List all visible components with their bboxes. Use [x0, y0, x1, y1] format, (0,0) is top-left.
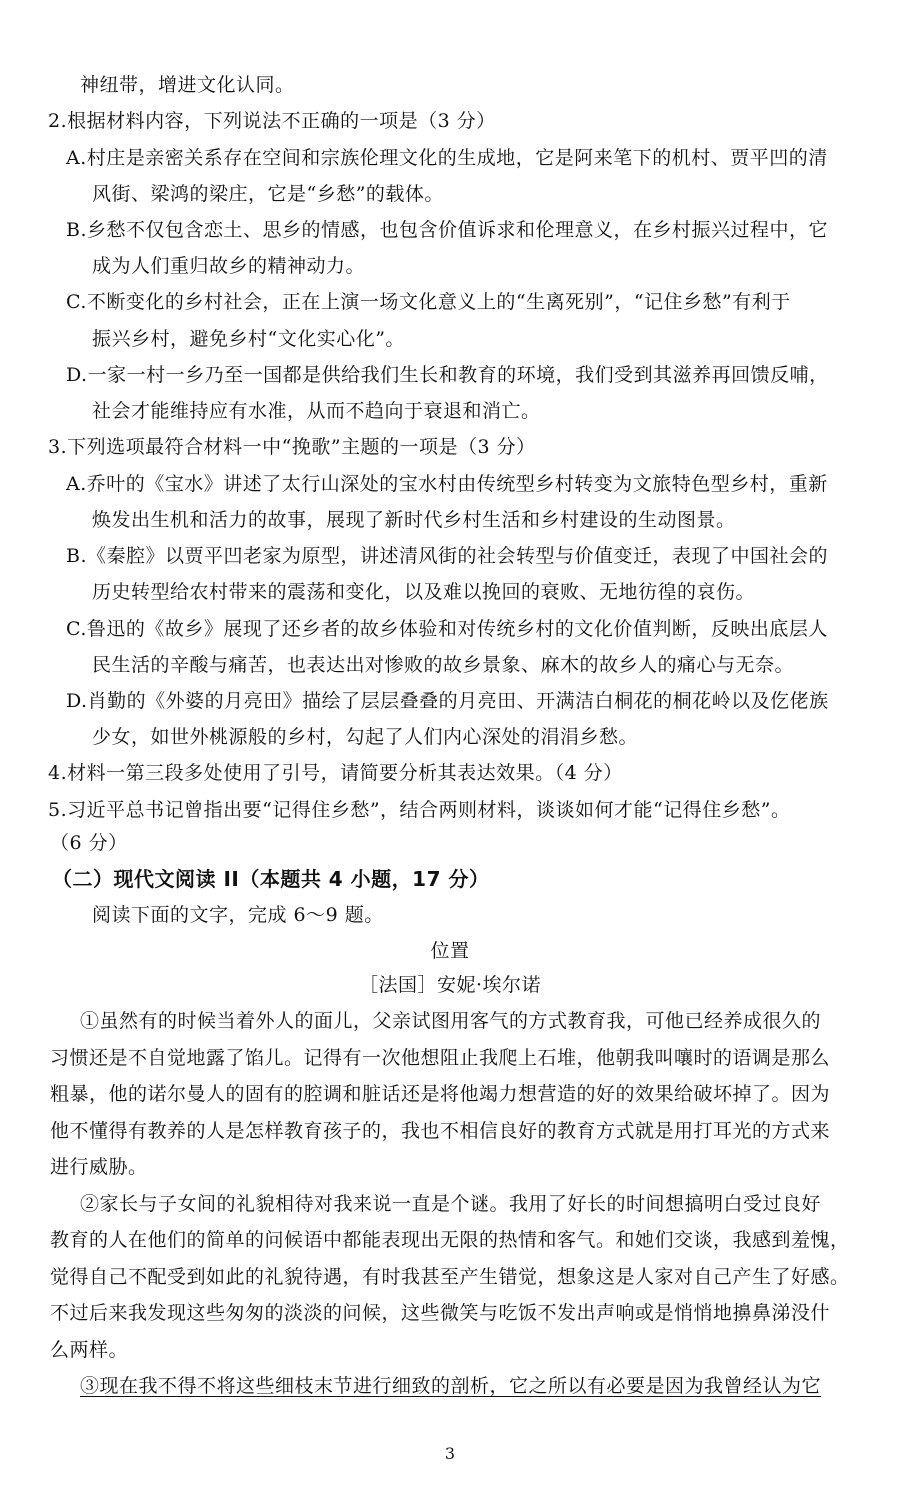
paragraph-2-line: 教育的人在他们的简单的问候语中都能表现出无限的热情和客气。和她们交谈，我感到羞愧，	[50, 1229, 850, 1251]
article-author: ［法国］安妮·埃尔诺	[358, 974, 542, 996]
paragraph-3-underlined-line: ③现在我不得不将这些细枝末节进行细致的剖析，它之所以有必要是因为我曾经认为它	[80, 1375, 822, 1397]
paragraph-1-line: 进行威胁。	[50, 1156, 148, 1178]
paragraph-2-line: 觉得自己不配受到如此的礼貌待遇，有时我甚至产生错觉，想象这是人家对自己产生了好感。	[50, 1266, 850, 1288]
q2-option-b: B.乡愁不仅包含恋土、思乡的情感，也包含价值诉求和伦理意义，在乡村振兴过程中，它	[66, 219, 829, 241]
q3-option-d: D.肖勤的《外婆的月亮田》描绘了层层叠叠的月亮田、开满洁白桐花的桐花岭以及仡佬族	[66, 690, 829, 712]
question-2-stem: 2.根据材料内容，下列说法不正确的一项是（3 分）	[48, 110, 496, 132]
text-line: 神纽带，增进文化认同。	[80, 74, 295, 96]
reading-instruction: 阅读下面的文字，完成 6～9 题。	[92, 904, 384, 926]
question-3-stem: 3.下列选项最符合材料一中“挽歌”主题的一项是（3 分）	[48, 436, 536, 458]
paragraph-2-line: ②家长与子女间的礼貌相待对我来说一直是个谜。我用了好长的时间想搞明白受过良好	[80, 1193, 822, 1215]
q3-option-b-cont: 历史转型给农村带来的震荡和变化，以及难以挽回的衰败、无地彷徨的哀伤。	[92, 581, 756, 603]
question-4: 4.材料一第三段多处使用了引号，请简要分析其表达效果。（4 分）	[48, 762, 623, 784]
q2-option-a-cont: 风街、梁鸿的梁庄，它是“乡愁”的载体。	[92, 183, 444, 205]
question-5-score: （6 分）	[50, 832, 128, 854]
paragraph-2-line: 么两样。	[50, 1339, 129, 1361]
page-number: 3	[444, 1444, 456, 1463]
q3-option-c-cont: 民生活的辛酸与痛苦，也表达出对惨败的故乡景象、麻木的故乡人的痛心与无奈。	[92, 654, 795, 676]
q3-option-a: A.乔叶的《宝水》讲述了太行山深处的宝水村由传统型乡村转变为文旅特色型乡村，重新	[66, 473, 828, 495]
q2-option-c-cont: 振兴乡村，避免乡村“文化实心化”。	[92, 328, 405, 350]
q3-option-d-cont: 少女，如世外桃源般的乡村，勾起了人们内心深处的涓涓乡愁。	[92, 726, 639, 748]
q3-option-c: C.鲁迅的《故乡》展现了还乡者的故乡体验和对传统乡村的文化价值判断，反映出底层人	[66, 618, 828, 640]
q3-option-a-cont: 焕发出生机和活力的故事，展现了新时代乡村生活和乡村建设的生动图景。	[92, 509, 736, 531]
section-heading: （二）现代文阅读 II（本题共 4 小题，17 分）	[52, 867, 490, 891]
q2-option-d: D.一家一村一乡乃至一国都是供给我们生长和教育的环境，我们受到其滋养再回馈反哺，	[66, 364, 829, 386]
question-5: 5.习近平总书记曾指出要“记得住乡愁”，结合两则材料，谈谈如何才能“记得住乡愁”。	[48, 799, 791, 821]
q2-option-b-cont: 成为人们重归故乡的精神动力。	[92, 255, 366, 277]
paragraph-1-line: 粗暴，他的诺尔曼人的固有的腔调和脏话还是将他竭力想营造的好的效果给破坏掉了。因为	[50, 1083, 831, 1105]
q2-option-d-cont: 社会才能维持应有水准，从而不趋向于衰退和消亡。	[92, 400, 541, 422]
q2-option-c: C.不断变化的乡村社会，正在上演一场文化意义上的“生离死别”，“记住乡愁”有利于	[66, 291, 791, 313]
article-title: 位置	[430, 940, 470, 962]
paragraph-2-line: 不过后来我发现这些匆匆的淡淡的问候，这些微笑与吃饭不发出声响或是悄悄地擤鼻涕没什	[50, 1302, 831, 1324]
paragraph-1-line: 他不懂得有教养的人是怎样教育孩子的，我也不相信良好的教育方式就是用打耳光的方式来	[50, 1120, 831, 1142]
q2-option-a: A.村庄是亲密关系存在空间和宗族伦理文化的生成地，它是阿来笔下的机村、贾平凹的清	[66, 147, 828, 169]
paragraph-1-line: 习惯还是不自觉地露了馅儿。记得有一次他想阻止我爬上石堆，他朝我叫嚷时的语调是那么	[50, 1047, 831, 1069]
q3-option-b: B.《秦腔》以贾平凹老家为原型，讲述清风街的社会转型与价值变迁，表现了中国社会的	[66, 545, 829, 567]
paragraph-1-line: ①虽然有的时候当着外人的面儿，父亲试图用客气的方式教育我，可他已经养成很久的	[80, 1010, 822, 1032]
